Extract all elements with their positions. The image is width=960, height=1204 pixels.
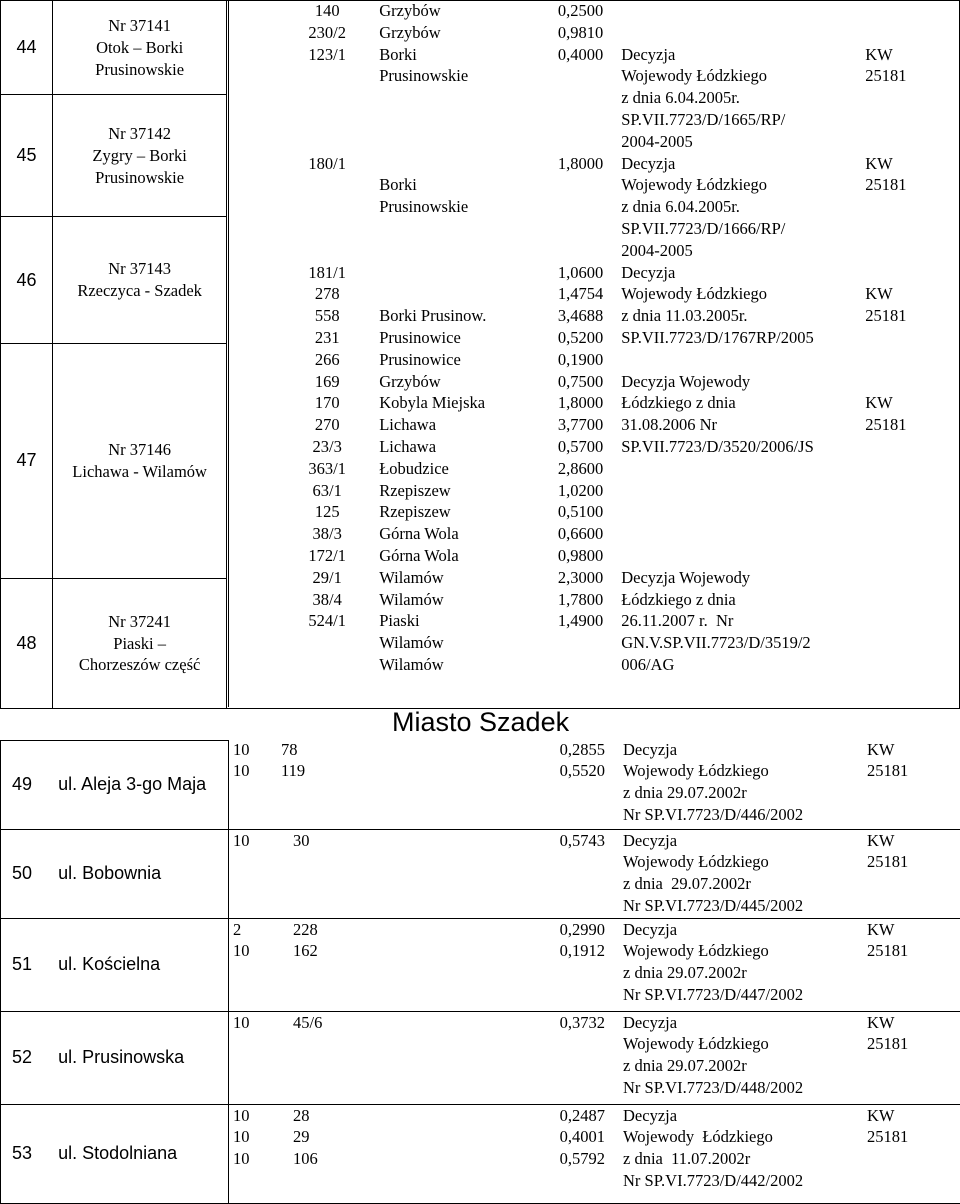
row-number: 46	[1, 217, 53, 344]
decision: Decyzja Wojewody Łódzkiego z dnia 11.07.2002r Nr SP.VI.7723/D/442/2002	[623, 1105, 803, 1192]
parcel-numbers: 140 230/2 123/1 180/1 181/1 278 558 231 266 169 170 270 23/3 363/1 63/1 125 38/3 172/1 29/1 38/4 524/1	[279, 0, 375, 632]
areas: 0,2990 0,1912	[533, 919, 605, 963]
street-details	[229, 1104, 960, 1203]
district-number: 10 10	[233, 739, 250, 783]
row-number: 52	[12, 1047, 32, 1067]
decision: Decyzja Wojewody Łódzkiego z dnia 29.07.2002r Nr SP.VI.7723/D/445/2002	[623, 830, 803, 917]
parcel-numbers: 45/6	[293, 1012, 322, 1034]
areas: 0,2855 0,5520	[533, 739, 605, 783]
road-name: Nr 37141 Otok – Borki Prusinowskie	[53, 1, 227, 95]
row-number: 45	[1, 95, 53, 217]
row-number: 48	[1, 578, 53, 708]
row-number: 44	[1, 1, 53, 95]
street-name: ul. Prusinowska	[58, 1047, 184, 1067]
land-registry: KW 25181 KW 25181 KW 25181 KW 25181	[865, 0, 906, 436]
street-row-label	[1, 741, 229, 830]
decision: Decyzja Wojewody Łódzkiego z dnia 29.07.2002r Nr SP.VI.7723/D/446/2002	[623, 739, 803, 826]
parcel-numbers: 228 162	[293, 919, 318, 963]
street-row-label	[1, 1011, 229, 1104]
district-number: 10 10 10	[233, 1105, 250, 1170]
land-registry: KW 25181	[867, 1012, 908, 1056]
street-row-label	[1, 829, 229, 918]
street-details	[229, 829, 960, 918]
decision: Decyzja Wojewody Łódzkiego z dnia 29.07.2002r Nr SP.VI.7723/D/447/2002	[623, 919, 803, 1006]
decision: Decyzja Wojewody Łódzkiego z dnia 29.07.2002r Nr SP.VI.7723/D/448/2002	[623, 1012, 803, 1099]
road-name: Nr 37146 Lichawa - Wilamów	[53, 344, 227, 579]
column-divider	[228, 0, 229, 707]
areas: 0,3732	[533, 1012, 605, 1034]
parcel-numbers: 78 119	[281, 739, 305, 783]
column-divider	[228, 740, 229, 1199]
street-details	[229, 741, 960, 830]
land-registry: KW 25181	[867, 830, 908, 874]
street-row-label	[1, 1104, 229, 1203]
district-number: 2 10	[233, 919, 250, 963]
decisions: Decyzja Wojewody Łódzkiego z dnia 6.04.2005r. SP.VII.7723/D/1665/RP/ 2004-2005 Decyzja Wojewody Łódzkiego z dnia 6.04.2005r. SP.VII.7723/D/1666/RP/ 2004-2005 Decyzja Wojewody Łódzkiego z dnia 11.03.2005r. SP.VII.7723/D/1767RP/2005 Decyzja Wojewody Łódzkiego z dnia 31.08.2006 Nr SP.VII.7723/D/3520/2006/JS Decyzja Wojewody Łódzkiego z dnia 26.11.2007 r. Nr GN.V.SP.VII.7723/D/3519/2 006/AG	[621, 0, 814, 676]
street-name: ul. Aleja 3-go Maja	[58, 774, 206, 794]
road-name: Nr 37241 Piaski – Chorzeszów część	[53, 578, 227, 708]
street-details	[229, 918, 960, 1011]
row-number: 51	[12, 954, 32, 974]
parcel-numbers: 28 29 106	[293, 1105, 318, 1170]
city-streets-table	[0, 740, 960, 1204]
land-registry: KW 25181	[867, 739, 908, 783]
district-number: 10	[233, 830, 250, 852]
parcels-block	[227, 1, 960, 709]
areas: 0,2500 0,9810 0,4000 1,8000 1,0600 1,4754 3,4688 0,5200 0,1900 0,7500 1,8000 3,7700 0,5700 2,8600 1,0200 0,5100 0,6600 0,9800 2,3000 1,7800 1,4900	[531, 0, 603, 632]
areas: 0,5743	[533, 830, 605, 852]
areas: 0,2487 0,4001 0,5792	[533, 1105, 605, 1170]
road-name: Nr 37143 Rzeczyca - Szadek	[53, 217, 227, 344]
parcel-numbers: 30	[293, 830, 310, 852]
row-number: 49	[12, 774, 32, 794]
row-number: 47	[1, 344, 53, 579]
street-details	[229, 1011, 960, 1104]
section-heading: Miasto Szadek	[392, 707, 569, 738]
road-name: Nr 37142 Zygry – Borki Prusinowskie	[53, 95, 227, 217]
locations: Grzybów Grzybów Borki Prusinowskie Borki Prusinowskie Borki Prusinow. Prusinowice Prusinowice Grzybów Kobyla Miejska Lichawa Lichawa Łobudzice Rzepiszew Rzepiszew Górna Wola Górna Wola Wilamów Wilamów Piaski Wilamów Wilamów	[379, 0, 486, 676]
district-number: 10	[233, 1012, 250, 1034]
street-name: ul. Bobownia	[58, 863, 161, 883]
street-name: ul. Stodolniana	[58, 1143, 177, 1163]
land-registry: KW 25181	[867, 919, 908, 963]
street-row-label	[1, 918, 229, 1011]
street-name: ul. Kościelna	[58, 954, 160, 974]
row-number: 50	[12, 863, 32, 883]
land-registry: KW 25181	[867, 1105, 908, 1149]
row-number: 53	[12, 1143, 32, 1163]
